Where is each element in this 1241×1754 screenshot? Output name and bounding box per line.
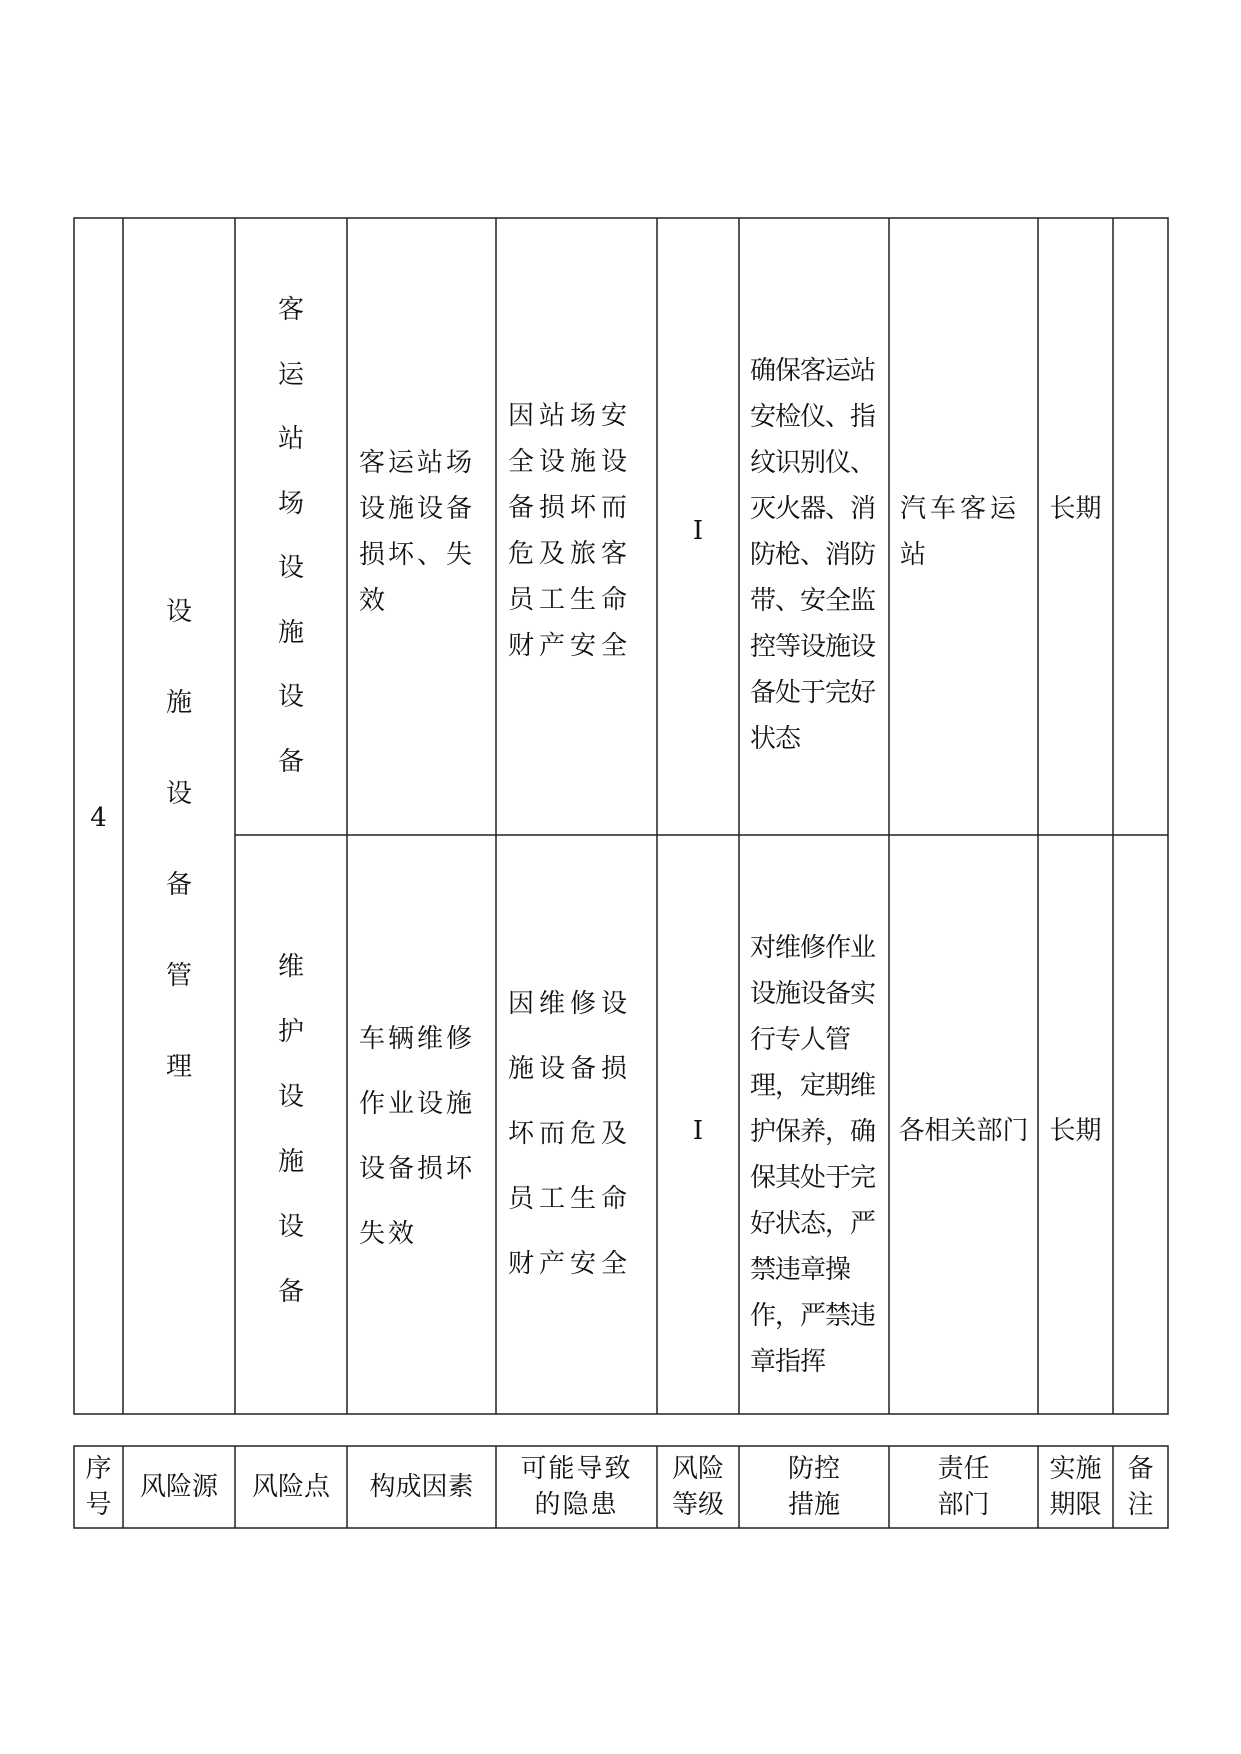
hazard-cell: 因站场安全设施设备损坏而危及旅客员工生命财产安全 — [508, 401, 633, 661]
risk-source-cell: 设 施 设 备 管 理 — [165, 597, 192, 1082]
header-hazard: 可能导致 的隐患 — [520, 1454, 633, 1520]
period-cell: 长期 — [1049, 494, 1102, 524]
header-factor: 构成因素 — [369, 1472, 474, 1502]
factor-cell: 客运站场设施设备损坏、失效 — [359, 448, 476, 616]
header-risk-point: 风险点 — [251, 1472, 330, 1502]
period-cell: 长期 — [1049, 1116, 1102, 1146]
risk-point-cell: 客 运 站 场 设 施 设 备 — [277, 295, 304, 777]
header-seq: 序 号 — [85, 1454, 112, 1520]
measures-cell: 确保客运站安检仪、指纹识别仪、灭火器、消防枪、消防带、安全监控等设施设备处于完好状态 — [750, 356, 876, 754]
header-dept: 责任 部门 — [937, 1454, 990, 1520]
dept-cell: 各相关部门 — [898, 1116, 1029, 1146]
header-level: 风险 等级 — [671, 1454, 724, 1520]
seq-cell: 4 — [90, 803, 107, 833]
header-note: 备 注 — [1127, 1454, 1154, 1520]
dept-cell: 汽车客运站 — [900, 494, 1021, 570]
level-cell: I — [692, 516, 704, 546]
header-measures: 防控 措施 — [787, 1454, 840, 1520]
risk-point-cell: 维 护 设 施 设 备 — [277, 952, 304, 1307]
hazard-cell: 因维修设施设备损坏而危及员工生命财产安全 — [508, 989, 633, 1279]
factor-cell: 车辆维修作业设施设备损坏失效 — [359, 1024, 476, 1249]
level-cell: I — [692, 1116, 704, 1146]
header-period: 实施 期限 — [1049, 1454, 1102, 1520]
header-risk-source: 风险源 — [139, 1472, 218, 1502]
measures-cell: 对维修作业设施设备实行专人管理，定期维护保养，确保其处于完好状态，严禁违章操作，严禁违章指挥 — [750, 933, 876, 1377]
